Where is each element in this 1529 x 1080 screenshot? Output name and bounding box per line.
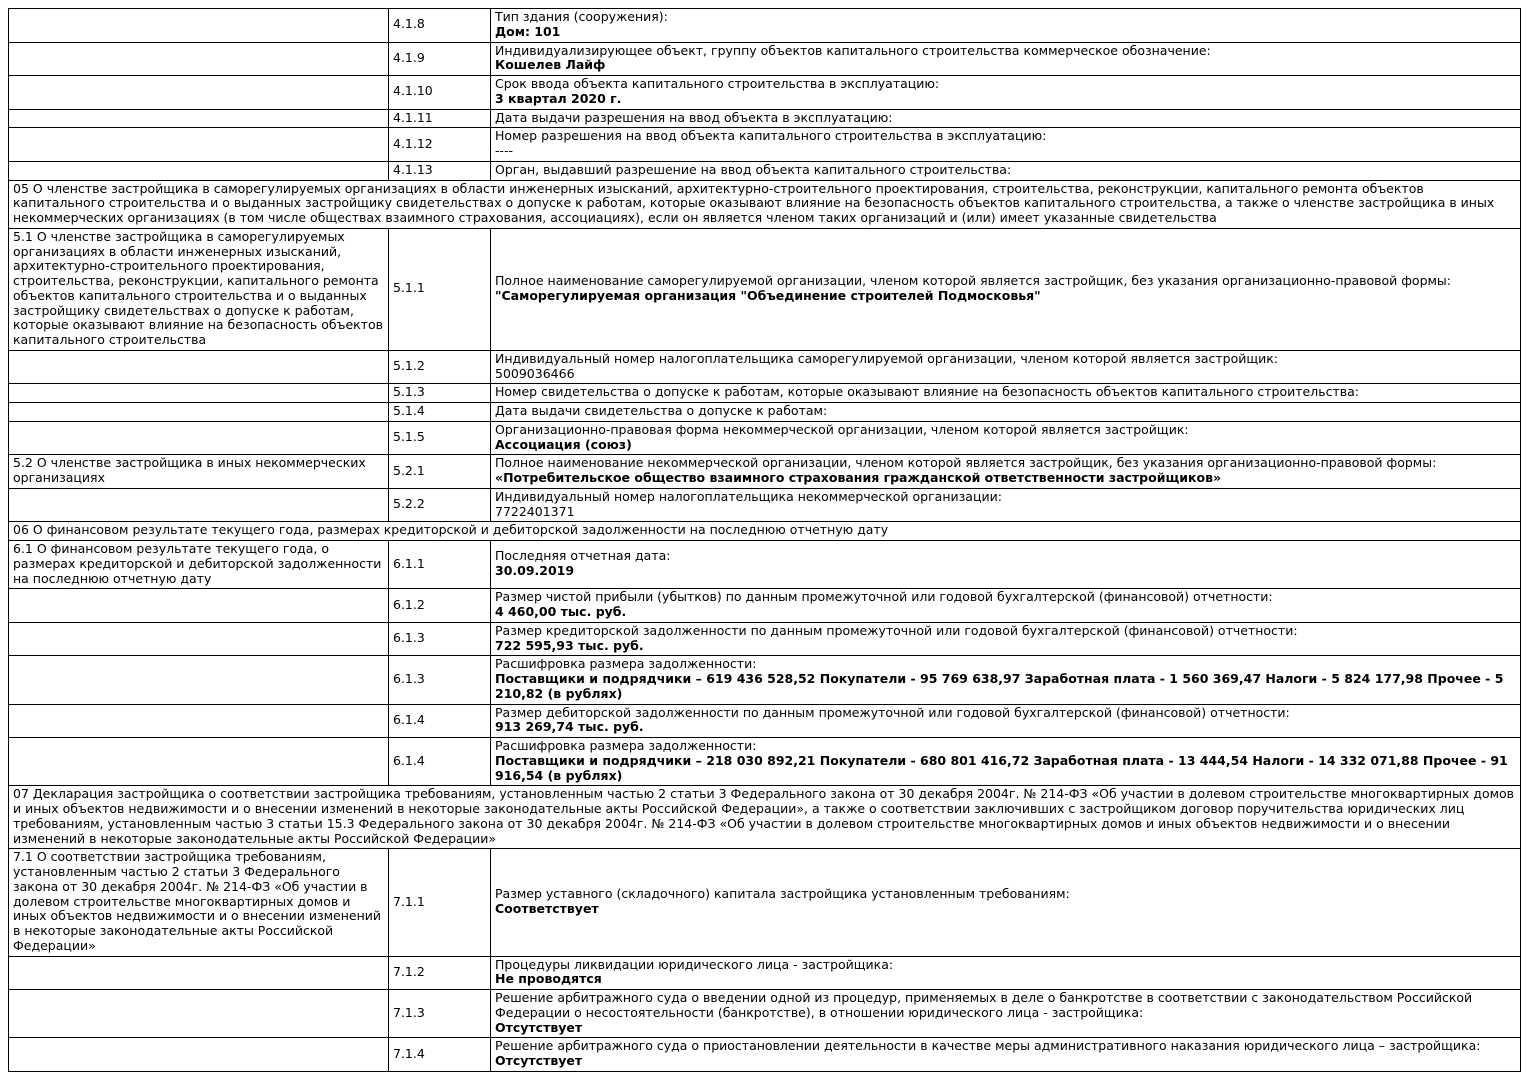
item-content-cell <box>491 42 1521 76</box>
group-description-cell <box>9 956 389 990</box>
item-content-cell <box>491 76 1521 110</box>
item-value: Не проводятся <box>495 971 602 987</box>
item-content-cell <box>491 704 1521 738</box>
item-content-cell <box>491 738 1521 786</box>
group-description-cell <box>9 656 389 704</box>
item-label: Процедуры ликвидации юридического лица - застройщика: <box>495 956 894 972</box>
group-description-cell <box>9 109 389 128</box>
table-row <box>9 128 1521 162</box>
table-row <box>9 161 1521 180</box>
item-value: Кошелев Лайф <box>495 57 606 73</box>
group-description-cell <box>9 403 389 422</box>
section-header-text: 06 О финансовом результате текущего года, размерах кредиторской и дебиторской задолженности на последнюю отчетную дату <box>9 522 1521 541</box>
item-label: Расшифровка размера задолженности: <box>495 738 757 753</box>
item-value: «Потребительское общество взаимного страхования гражданской ответственности застройщиков» <box>495 470 1222 485</box>
item-number-cell: 4.1.9 <box>389 42 491 76</box>
group-description-cell <box>9 384 389 403</box>
item-label: Срок ввода объекта капитального строительства в эксплуатацию: <box>495 76 940 91</box>
item-content-cell <box>491 656 1521 704</box>
item-content-cell <box>491 384 1521 403</box>
item-label: Орган, выдавший разрешение на ввод объекта капитального строительства: <box>495 161 1012 177</box>
item-content-cell <box>491 455 1521 489</box>
item-content-cell <box>491 403 1521 422</box>
item-value: 913 269,74 тыс. руб. <box>495 719 644 735</box>
group-description-cell <box>9 128 389 162</box>
group-description-cell <box>9 1038 389 1072</box>
item-content-cell <box>491 589 1521 623</box>
item-label: 5009036466 <box>495 365 575 381</box>
item-content-cell <box>491 128 1521 162</box>
table-row <box>9 228 1521 350</box>
item-number-cell: 4.1.10 <box>389 76 491 110</box>
item-label: Дата выдачи свидетельства о допуске к работам: <box>495 403 828 418</box>
item-label: 7722401371 <box>495 503 575 519</box>
item-label: Номер свидетельства о допуске к работам, которые оказывают влияние на безопасность объектов капитального строительства: <box>495 384 1359 400</box>
item-label: Расшифровка размера задолженности: <box>495 656 757 672</box>
table-row <box>9 738 1521 786</box>
table-row <box>9 589 1521 623</box>
item-content-cell <box>491 9 1521 43</box>
item-content-cell <box>491 161 1521 180</box>
table-row <box>9 622 1521 656</box>
item-value: Отсутствует <box>495 1053 583 1068</box>
table-row <box>9 488 1521 522</box>
table-row <box>9 384 1521 403</box>
item-value: Поставщики и подрядчики – 619 436 528,52 Покупатели - 95 769 638,97 Заработная плата - 1 560 369,47 Налоги - 5 824 177,98 Прочее - 5 210,82 (в рублях) <box>495 671 1504 701</box>
item-content-cell <box>491 956 1521 990</box>
item-number-cell: 4.1.12 <box>389 128 491 162</box>
item-number-cell: 4.1.13 <box>389 161 491 180</box>
item-number-cell: 5.1.3 <box>389 384 491 403</box>
item-number-cell: 7.1.1 <box>389 849 491 956</box>
declaration-table-body <box>9 9 1521 1072</box>
item-number-cell: 5.1.1 <box>389 228 491 350</box>
item-content-cell <box>491 228 1521 350</box>
group-description-cell <box>9 161 389 180</box>
item-number-cell: 5.2.2 <box>389 488 491 522</box>
item-label: ---- <box>495 143 514 158</box>
group-description-cell: 5.2 О членстве застройщика в иных некоммерческих организациях <box>9 455 389 489</box>
item-content-cell <box>491 541 1521 589</box>
item-value: Поставщики и подрядчики – 218 030 892,21 Покупатели - 680 801 416,72 Заработная плата - 13 444,54 Налоги - 14 332 071,88 Прочее - 91 916,54 (в рублях) <box>495 752 1508 783</box>
item-content-cell <box>491 1038 1521 1072</box>
item-content-cell <box>491 421 1521 455</box>
table-row <box>9 109 1521 128</box>
item-number-cell: 6.1.3 <box>389 622 491 656</box>
table-row <box>9 42 1521 76</box>
table-row <box>9 403 1521 422</box>
item-label: Индивидуализирующее объект, группу объектов капитального строительства коммерческое обозначение: <box>495 42 1211 58</box>
item-number-cell: 5.2.1 <box>389 455 491 489</box>
item-value: Ассоциация (союз) <box>495 436 632 452</box>
table-row <box>9 956 1521 990</box>
group-description-cell <box>9 704 389 738</box>
group-description-cell: 7.1 О соответствии застройщика требованиям, установленным частью 2 статьи 3 Федерального закона от 30 декабря 2004г. № 214-ФЗ «Об участии в долевом строительстве многоквартирных домов и иных объектов недвижимости и о внесении изменений в некоторые законодательные акты Российской Федерации» <box>9 849 389 956</box>
item-label: Организационно-правовая форма некоммерческой организации, членом которой является застройщик: <box>495 421 1189 437</box>
group-description-cell <box>9 350 389 384</box>
item-value: 4 460,00 тыс. руб. <box>495 604 627 619</box>
group-description-cell: 5.1 О членстве застройщика в саморегулируемых организациях в области инженерных изысканий, архитектурно-строительного проектирования, строительства, реконструкции, капитального ремонта объектов капитального строительства и о выданных застройщику свидетельствах о допуске к работам, которые оказывают влияние на безопасность объектов капитального строительства <box>9 228 389 350</box>
item-label: Размер чистой прибыли (убытков) по данным промежуточной или годовой бухгалтерской (финансовой) отчетности: <box>495 589 1273 605</box>
group-description-cell <box>9 42 389 76</box>
section-header-row <box>9 522 1521 541</box>
item-number-cell: 6.1.1 <box>389 541 491 589</box>
item-label: Размер уставного (складочного) капитала застройщика установленным требованиям: <box>495 886 1070 902</box>
item-label: Решение арбитражного суда о введении одной из процедур, применяемых в деле о банкротстве в соответствии с законодательством Российской Федерации о несостоятельности (банкротстве), в отношении юридического лица - застройщика: <box>495 990 1473 1020</box>
item-number-cell: 5.1.2 <box>389 350 491 384</box>
group-description-cell: 6.1 О финансовом результате текущего года, о размерах кредиторской и дебиторской задолженности на последнюю отчетную дату <box>9 541 389 589</box>
item-label: Последняя отчетная дата: <box>495 548 671 564</box>
item-value: 3 квартал 2020 г. <box>495 90 622 106</box>
item-label: Индивидуальный номер налогоплательщика некоммерческой организации: <box>495 488 1002 504</box>
table-row <box>9 421 1521 455</box>
item-content-cell <box>491 109 1521 128</box>
table-row <box>9 704 1521 738</box>
item-value: Соответствует <box>495 900 599 916</box>
item-content-cell <box>491 622 1521 656</box>
table-row <box>9 541 1521 589</box>
item-label: Дата выдачи разрешения на ввод объекта в эксплуатацию: <box>495 109 893 125</box>
group-description-cell <box>9 76 389 110</box>
item-content-cell <box>491 488 1521 522</box>
section-header-text: 05 О членстве застройщика в саморегулируемых организациях в области инженерных изысканий, архитектурно-строительного проектирования, строительства, реконструкции, капитального ремонта объектов капитального строительства и о выданных застройщику свидетельствах о допуске к работам, которые оказывают влияние на безопасность объектов капитального строительства, а также о членстве застройщика в иных некоммерческих организациях (в том числе обществах взаимного страхования, ассоциациях), если он является членом таких организаций и (или) имеет указанные свидетельства <box>9 180 1521 228</box>
table-row <box>9 990 1521 1038</box>
item-value: Дом: 101 <box>495 23 561 39</box>
item-label: Индивидуальный номер налогоплательщика саморегулируемой организации, членом которой является застройщик: <box>495 350 1279 366</box>
item-number-cell: 4.1.8 <box>389 9 491 43</box>
group-description-cell <box>9 421 389 455</box>
item-number-cell: 6.1.3 <box>389 656 491 704</box>
item-label: Номер разрешения на ввод объекта капитального строительства в эксплуатацию: <box>495 128 1047 144</box>
item-value: Отсутствует <box>495 1019 583 1035</box>
item-value: "Саморегулируемая организация "Объединение строителей Подмосковья" <box>495 287 1041 303</box>
item-number-cell: 4.1.11 <box>389 109 491 128</box>
item-label: Тип здания (сооружения): <box>495 9 668 24</box>
section-header-text: 07 Декларация застройщика о соответствии застройщика требованиям, установленным частью 2 статьи 3 Федерального закона от 30 декабря 2004г. № 214-ФЗ «Об участии в долевом строительстве многоквартирных домов и иных объектов недвижимости и о внесении изменений в некоторые законодательные акты Российской Федерации», а также о соответствии заключивших с застройщиком договор поручительства юридических лиц требованиям, установленным частью 3 статьи 15.3 Федерального закона от 30 декабря 2004г. № 214-ФЗ «Об участии в долевом строительстве многоквартирных домов и иных объектов недвижимости и о внесении изменений в некоторые законодательные акты Российской Федерации» <box>9 786 1521 849</box>
table-row <box>9 9 1521 43</box>
table-row <box>9 656 1521 704</box>
declaration-table <box>8 8 1521 1072</box>
group-description-cell <box>9 990 389 1038</box>
item-content-cell <box>491 849 1521 956</box>
item-number-cell: 7.1.2 <box>389 956 491 990</box>
item-value: 30.09.2019 <box>495 563 575 579</box>
item-number-cell: 6.1.4 <box>389 704 491 738</box>
item-label: Полное наименование саморегулируемой организации, членом которой является застройщик, без указания организационно-правовой формы: <box>495 273 1452 288</box>
table-row <box>9 76 1521 110</box>
item-label: Полное наименование некоммерческой организации, членом которой является застройщик, без указания организационно-правовой формы: <box>495 455 1437 471</box>
item-number-cell: 5.1.4 <box>389 403 491 422</box>
table-row <box>9 455 1521 489</box>
item-label: Решение арбитражного суда о приостановлении деятельности в качестве меры административного наказания юридического лица – застройщика: <box>495 1038 1481 1054</box>
item-content-cell <box>491 990 1521 1038</box>
item-content-cell <box>491 350 1521 384</box>
group-description-cell <box>9 738 389 786</box>
table-row <box>9 350 1521 384</box>
item-value: 722 595,93 тыс. руб. <box>495 637 644 653</box>
item-number-cell: 7.1.4 <box>389 1038 491 1072</box>
item-label: Размер дебиторской задолженности по данным промежуточной или годовой бухгалтерской (финансовой) отчетности: <box>495 704 1290 720</box>
group-description-cell <box>9 488 389 522</box>
item-number-cell: 6.1.2 <box>389 589 491 623</box>
item-label: Размер кредиторской задолженности по данным промежуточной или годовой бухгалтерской (финансовой) отчетности: <box>495 622 1298 638</box>
section-header-row <box>9 180 1521 228</box>
item-number-cell: 5.1.5 <box>389 421 491 455</box>
group-description-cell <box>9 622 389 656</box>
item-number-cell: 7.1.3 <box>389 990 491 1038</box>
section-header-row <box>9 786 1521 849</box>
item-number-cell: 6.1.4 <box>389 738 491 786</box>
table-row <box>9 849 1521 956</box>
table-row <box>9 1038 1521 1072</box>
group-description-cell <box>9 9 389 43</box>
group-description-cell <box>9 589 389 623</box>
